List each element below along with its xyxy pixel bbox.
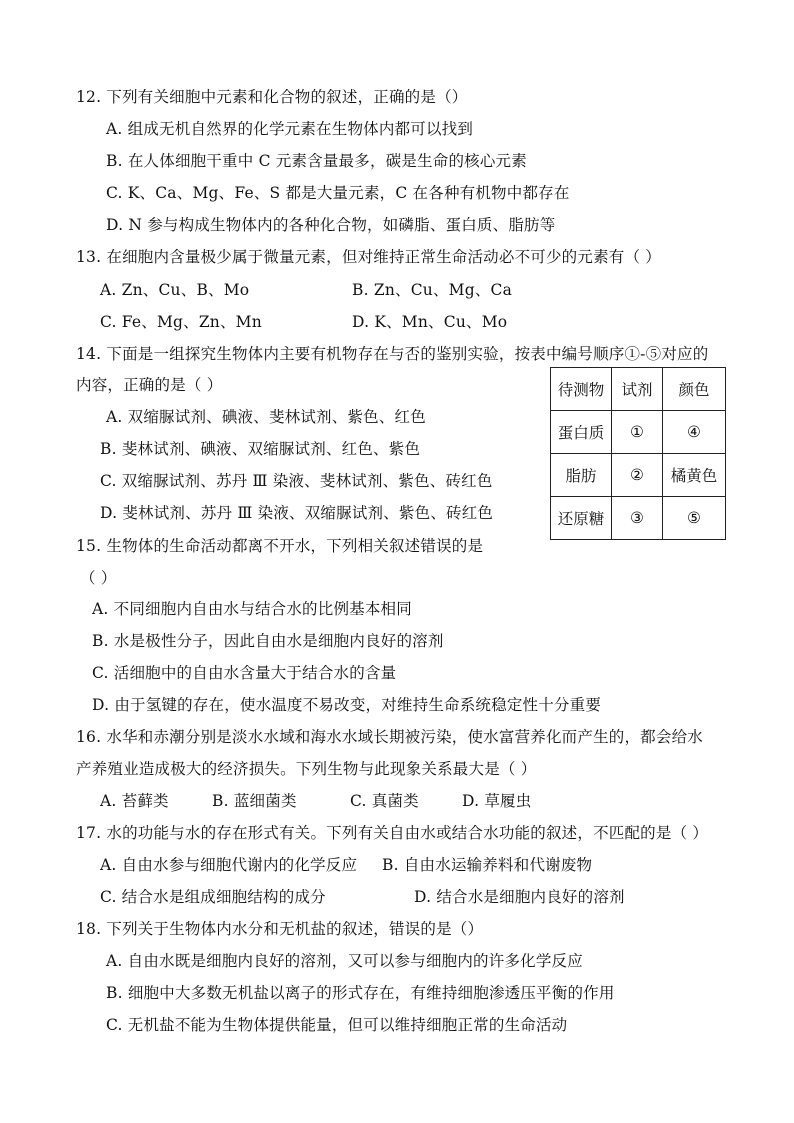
- question-12-option-b: B. 在人体细胞干重中 C 元素含量最多，碳是生命的核心元素: [106, 152, 527, 170]
- question-16-option-a: A. 苔藓类: [100, 792, 169, 810]
- question-18-option-c: C. 无机盐不能为生物体提供能量，但可以维持细胞正常的生命活动: [106, 1016, 568, 1034]
- question-16-option-b: B. 蓝细菌类: [212, 792, 297, 810]
- question-12-option-a: A. 组成无机自然界的化学元素在生物体内都可以找到: [106, 120, 474, 138]
- table-cell: 橘黄色: [663, 454, 726, 497]
- question-14-option-d: D. 斐林试剂、苏丹 Ⅲ 染液、双缩脲试剂、紫色、砖红色: [100, 504, 494, 522]
- table-row: [551, 497, 726, 540]
- table-cell: 还原糖: [551, 497, 612, 540]
- question-18-stem: 18. 下列关于生物体内水分和无机盐的叙述，错误的是（）: [76, 920, 484, 938]
- question-14-option-c: C. 双缩脲试剂、苏丹 Ⅲ 染液、斐林试剂、紫色、砖红色: [100, 472, 493, 490]
- question-14-option-a: A. 双缩脲试剂、碘液、斐林试剂、紫色、红色: [106, 408, 426, 426]
- question-14-stem-continued: 内容，正确的是（ ）: [76, 376, 223, 394]
- question-16-option-d: D. 草履虫: [462, 792, 532, 810]
- question-17-stem: 17. 水的功能与水的存在形式有关。下列有关自由水或结合水功能的叙述，不匹配的是（ ）: [76, 824, 709, 842]
- table-row: [551, 411, 726, 454]
- question-16-stem: 16. 水华和赤潮分别是淡水水域和海水水域长期被污染，使水富营养化而产生的，都会给水: [76, 728, 703, 746]
- question-13-option-a: A. Zn、Cu、B、Mo: [100, 281, 250, 299]
- table-header-row: [551, 368, 726, 411]
- question-13-stem: 13. 在细胞内含量极少属于微量元素，但对维持正常生命活动必不可少的元素有（ ）: [76, 248, 662, 266]
- table-cell: ②: [612, 454, 663, 497]
- reagent-table: [550, 367, 726, 540]
- question-12-option-d: D. N 参与构成生物体内的各种化合物，如磷脂、蛋白质、脂肪等: [106, 216, 556, 234]
- table-cell: 脂肪: [551, 454, 612, 497]
- question-13-option-b: B. Zn、Cu、Mg、Ca: [352, 281, 513, 299]
- question-13-option-d: D. K、Mn、Cu、Mo: [352, 313, 508, 331]
- question-17-option-c: C. 结合水是组成细胞结构的成分: [100, 888, 326, 906]
- table-cell: ④: [663, 411, 726, 454]
- question-12-option-c: C. K、Ca、Mg、Fe、S 都是大量元素，C 在各种有机物中都存在: [106, 184, 570, 202]
- question-18-option-b: B. 细胞中大多数无机盐以离子的形式存在，有维持细胞渗透压平衡的作用: [106, 984, 615, 1002]
- question-15-option-a: A. 不同细胞内自由水与结合水的比例基本相同: [92, 600, 412, 618]
- question-14-stem: 14. 下面是一组探究生物体内主要有机物存在与否的鉴别实验，按表中编号顺序①-⑤对应的: [76, 345, 709, 363]
- question-15-stem-continued: （ ）: [80, 569, 117, 587]
- question-18-option-a: A. 自由水既是细胞内良好的溶剂，又可以参与细胞内的许多化学反应: [106, 952, 583, 970]
- table-cell: ①: [612, 411, 663, 454]
- question-16-option-c: C. 真菌类: [350, 792, 419, 810]
- question-12-stem: 12. 下列有关细胞中元素和化合物的叙述，正确的是（）: [76, 88, 468, 106]
- table-header-cell: 待测物: [551, 368, 612, 411]
- table-cell: ③: [612, 497, 663, 540]
- question-17-option-d: D. 结合水是细胞内良好的溶剂: [414, 888, 625, 906]
- question-15-option-b: B. 水是极性分子，因此自由水是细胞内良好的溶剂: [92, 632, 444, 650]
- question-15-option-c: C. 活细胞中的自由水含量大于结合水的含量: [92, 664, 397, 682]
- question-15-option-d: D. 由于氢键的存在，使水温度不易改变，对维持生命系统稳定性十分重要: [92, 696, 602, 714]
- question-17-option-b: B. 自由水运输养料和代谢废物: [382, 856, 593, 874]
- table-cell: 蛋白质: [551, 411, 612, 454]
- table-header-cell: 试剂: [612, 368, 663, 411]
- table-header-cell: 颜色: [663, 368, 726, 411]
- question-15-stem: 15. 生物体的生命活动都离不开水，下列相关叙述错误的是: [76, 537, 484, 555]
- table-cell: ⑤: [663, 497, 726, 540]
- question-17-option-a: A. 自由水参与细胞代谢内的化学反应: [100, 856, 358, 874]
- question-13-option-c: C. Fe、Mg、Zn、Mn: [100, 313, 262, 331]
- question-16-stem-continued: 产养殖业造成极大的经济损失。下列生物与此现象关系最大是（ ）: [76, 760, 537, 778]
- question-14-option-b: B. 斐林试剂、碘液、双缩脲试剂、红色、紫色: [100, 440, 421, 458]
- table-row: [551, 454, 726, 497]
